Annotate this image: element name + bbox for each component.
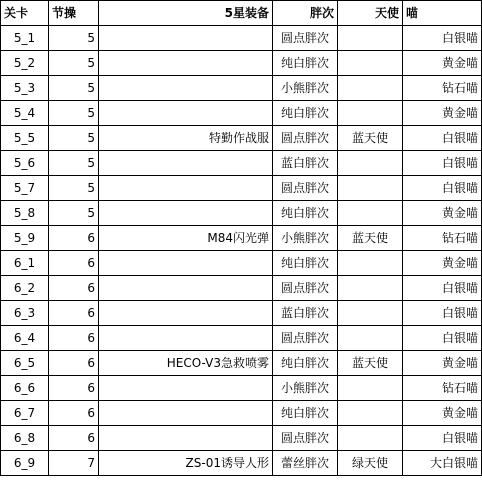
cell-stage: 5_1: [1, 26, 49, 51]
cell-five-star-gear: [99, 151, 273, 176]
cell-panties: 纯白胖次: [273, 351, 338, 376]
cell-stage: 6_1: [1, 251, 49, 276]
cell-five-star-gear: [99, 401, 273, 426]
table-row: [1, 351, 482, 376]
cell-stage: 6_7: [1, 401, 49, 426]
table-row: [1, 176, 482, 201]
cell-five-star-gear: HECO-V3急救喷雾: [99, 351, 273, 376]
cell-stage: 5_2: [1, 51, 49, 76]
cell-meow: 白银喵: [403, 426, 482, 451]
cell-stage: 5_8: [1, 201, 49, 226]
cell-angel: [338, 76, 403, 101]
table-row: [1, 401, 482, 426]
cell-five-star-gear: [99, 426, 273, 451]
cell-angel: [338, 401, 403, 426]
cell-angel: [338, 176, 403, 201]
cell-integrity: 7: [49, 451, 99, 476]
table-row: [1, 251, 482, 276]
cell-panties: 圆点胖次: [273, 426, 338, 451]
cell-panties: 纯白胖次: [273, 201, 338, 226]
cell-meow: 大白银喵: [403, 451, 482, 476]
cell-meow: 钻石喵: [403, 76, 482, 101]
cell-panties: 圆点胖次: [273, 176, 338, 201]
cell-five-star-gear: [99, 51, 273, 76]
cell-meow: 黄金喵: [403, 351, 482, 376]
cell-stage: 5_6: [1, 151, 49, 176]
cell-integrity: 6: [49, 276, 99, 301]
cell-panties: 小熊胖次: [273, 226, 338, 251]
cell-meow: 黄金喵: [403, 201, 482, 226]
cell-stage: 5_4: [1, 101, 49, 126]
cell-five-star-gear: [99, 251, 273, 276]
cell-five-star-gear: [99, 101, 273, 126]
table-row: [1, 326, 482, 351]
cell-angel: 蓝天使: [338, 351, 403, 376]
cell-stage: 6_4: [1, 326, 49, 351]
cell-meow: 黄金喵: [403, 51, 482, 76]
cell-meow: 黄金喵: [403, 101, 482, 126]
cell-stage: 6_8: [1, 426, 49, 451]
cell-integrity: 6: [49, 326, 99, 351]
cell-angel: [338, 51, 403, 76]
header-row: [1, 1, 482, 26]
cell-meow: 黄金喵: [403, 401, 482, 426]
cell-stage: 5_7: [1, 176, 49, 201]
cell-meow: 白银喵: [403, 326, 482, 351]
cell-meow: 黄金喵: [403, 251, 482, 276]
cell-panties: 圆点胖次: [273, 26, 338, 51]
cell-stage: 6_3: [1, 301, 49, 326]
cell-stage: 6_9: [1, 451, 49, 476]
table-row: [1, 51, 482, 76]
cell-angel: [338, 301, 403, 326]
table-row: [1, 376, 482, 401]
cell-stage: 6_2: [1, 276, 49, 301]
cell-integrity: 5: [49, 51, 99, 76]
cell-integrity: 6: [49, 226, 99, 251]
cell-meow: 白银喵: [403, 151, 482, 176]
cell-five-star-gear: [99, 176, 273, 201]
cell-angel: 绿天使: [338, 451, 403, 476]
cell-five-star-gear: M84闪光弹: [99, 226, 273, 251]
cell-integrity: 6: [49, 426, 99, 451]
cell-meow: 白银喵: [403, 176, 482, 201]
cell-meow: 白银喵: [403, 126, 482, 151]
cell-five-star-gear: [99, 276, 273, 301]
cell-panties: 圆点胖次: [273, 326, 338, 351]
cell-panties: 纯白胖次: [273, 51, 338, 76]
cell-five-star-gear: [99, 301, 273, 326]
table-row: [1, 26, 482, 51]
cell-integrity: 5: [49, 76, 99, 101]
cell-angel: [338, 101, 403, 126]
cell-angel: [338, 251, 403, 276]
table-row: [1, 226, 482, 251]
cell-angel: [338, 426, 403, 451]
cell-angel: 蓝天使: [338, 226, 403, 251]
header-five-star-gear: 5星装备: [99, 1, 273, 26]
cell-integrity: 5: [49, 151, 99, 176]
cell-integrity: 5: [49, 26, 99, 51]
cell-five-star-gear: [99, 326, 273, 351]
cell-stage: 5_9: [1, 226, 49, 251]
cell-panties: 纯白胖次: [273, 401, 338, 426]
cell-integrity: 5: [49, 201, 99, 226]
table-row: [1, 76, 482, 101]
cell-meow: 钻石喵: [403, 376, 482, 401]
header-integrity: 节操: [49, 1, 99, 26]
cell-meow: 白银喵: [403, 276, 482, 301]
table-row: [1, 101, 482, 126]
cell-panties: 蓝白胖次: [273, 301, 338, 326]
cell-five-star-gear: 特勤作战服: [99, 126, 273, 151]
cell-angel: 蓝天使: [338, 126, 403, 151]
cell-panties: 圆点胖次: [273, 276, 338, 301]
cell-angel: [338, 276, 403, 301]
cell-integrity: 5: [49, 176, 99, 201]
cell-panties: 圆点胖次: [273, 126, 338, 151]
cell-integrity: 6: [49, 351, 99, 376]
header-meow: 喵: [403, 1, 482, 26]
cell-meow: 钻石喵: [403, 226, 482, 251]
table-row: [1, 426, 482, 451]
cell-meow: 白银喵: [403, 301, 482, 326]
cell-integrity: 6: [49, 251, 99, 276]
cell-panties: 蓝白胖次: [273, 151, 338, 176]
cell-integrity: 5: [49, 101, 99, 126]
cell-angel: [338, 201, 403, 226]
table-row: [1, 451, 482, 476]
cell-panties: 纯白胖次: [273, 251, 338, 276]
cell-integrity: 6: [49, 401, 99, 426]
cell-five-star-gear: [99, 76, 273, 101]
cell-panties: 纯白胖次: [273, 101, 338, 126]
table-row: [1, 151, 482, 176]
cell-integrity: 6: [49, 301, 99, 326]
cell-integrity: 6: [49, 376, 99, 401]
header-angel: 天使: [338, 1, 403, 26]
cell-angel: [338, 26, 403, 51]
table-row: [1, 276, 482, 301]
cell-angel: [338, 151, 403, 176]
cell-angel: [338, 376, 403, 401]
cell-five-star-gear: [99, 26, 273, 51]
cell-panties: 蕾丝胖次: [273, 451, 338, 476]
header-stage: 关卡: [1, 1, 49, 26]
cell-panties: 小熊胖次: [273, 376, 338, 401]
cell-five-star-gear: ZS-01诱导人形: [99, 451, 273, 476]
cell-stage: 6_5: [1, 351, 49, 376]
cell-stage: 5_3: [1, 76, 49, 101]
cell-five-star-gear: [99, 376, 273, 401]
table-row: [1, 301, 482, 326]
cell-five-star-gear: [99, 201, 273, 226]
header-panties: 胖次: [273, 1, 338, 26]
cell-integrity: 5: [49, 126, 99, 151]
table-row: [1, 126, 482, 151]
cell-stage: 5_5: [1, 126, 49, 151]
cell-angel: [338, 326, 403, 351]
cell-meow: 白银喵: [403, 26, 482, 51]
cell-stage: 6_6: [1, 376, 49, 401]
cell-panties: 小熊胖次: [273, 76, 338, 101]
table-row: [1, 201, 482, 226]
